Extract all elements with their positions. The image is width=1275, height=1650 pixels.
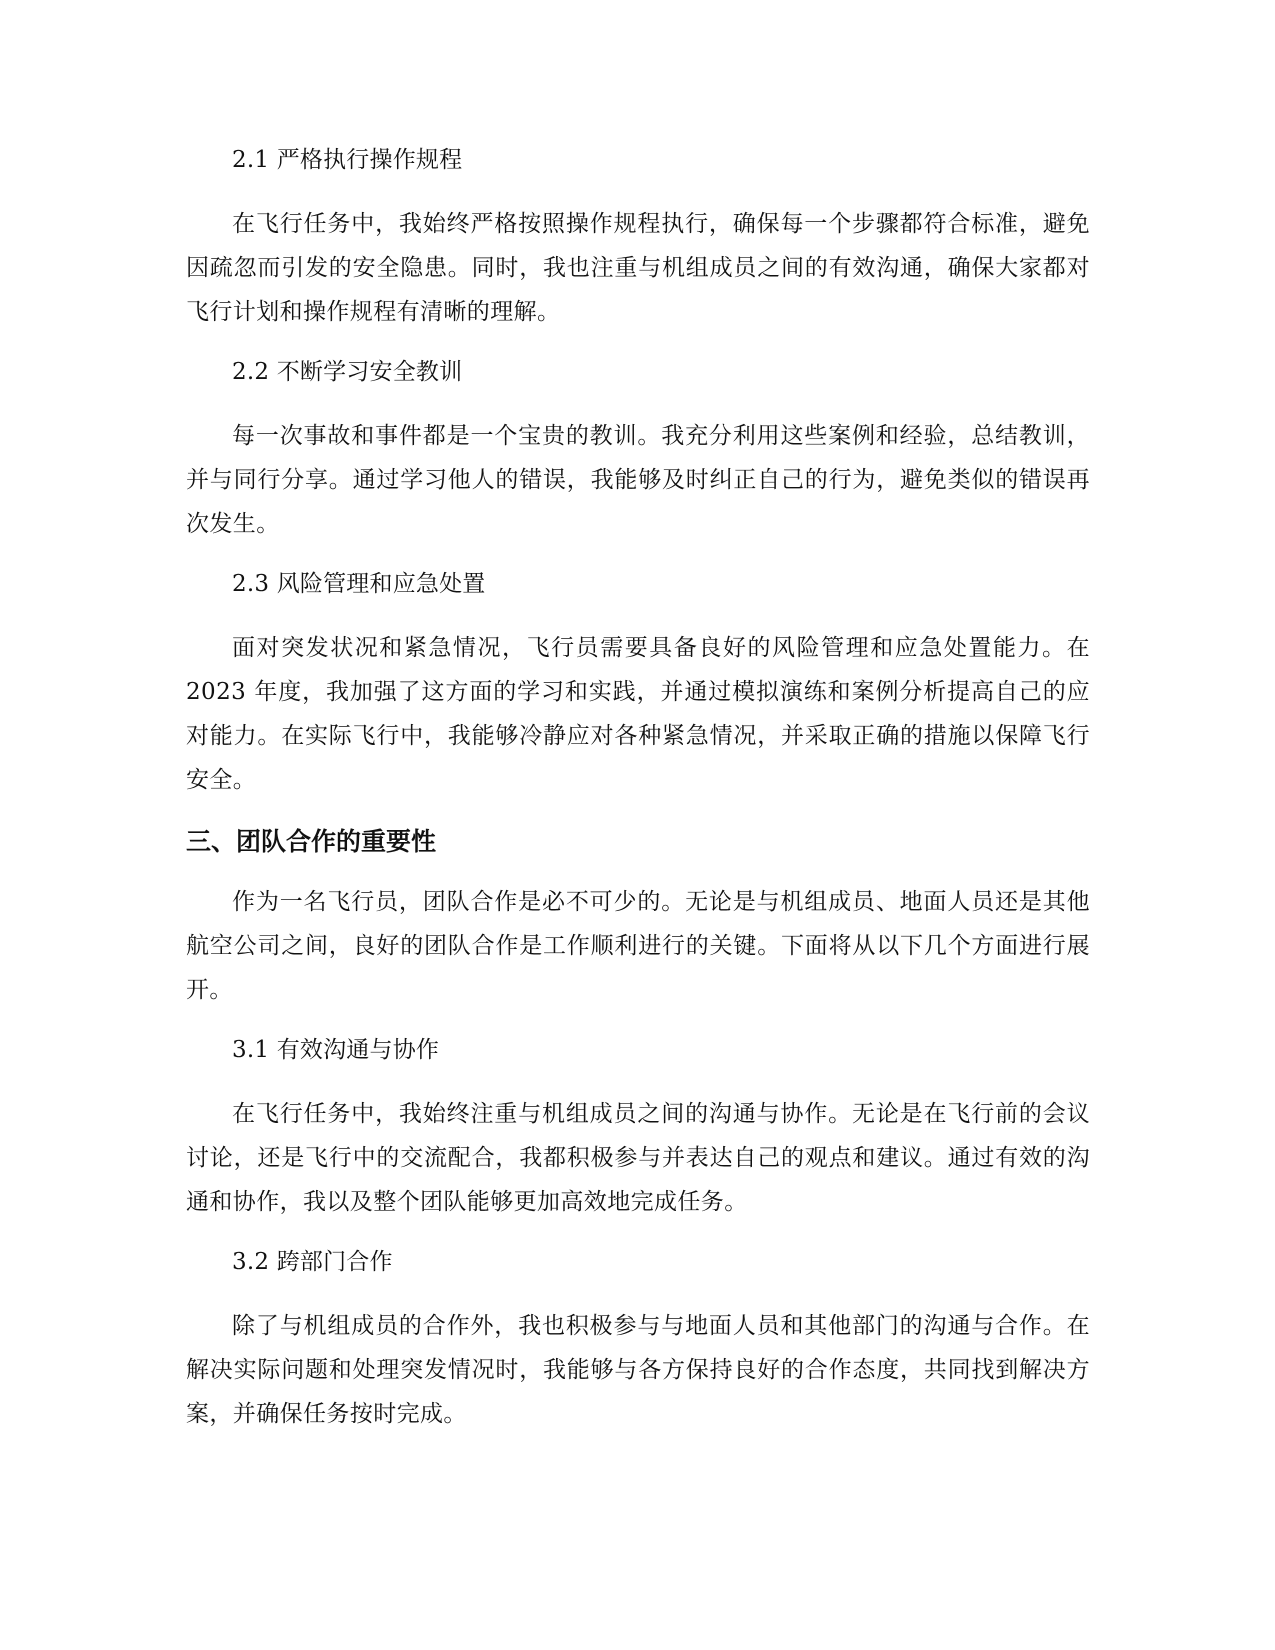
paragraph-3-2: 除了与机组成员的合作外，我也积极参与与地面人员和其他部门的沟通与合作。在解决实际问题和处理突发情况时，我能够与各方保持良好的合作态度，共同找到解决方案，并确保任务按时完成。 xyxy=(186,1313,1090,1427)
subheading-2-1: 2.1 严格执行操作规程 xyxy=(232,147,463,173)
subheading-3-1: 3.1 有效沟通与协作 xyxy=(232,1037,440,1063)
section-heading-3: 三、团队合作的重要性 xyxy=(186,827,437,856)
subheading-2-3: 2.3 风险管理和应急处置 xyxy=(232,571,486,597)
paragraph-3-intro: 作为一名飞行员，团队合作是必不可少的。无论是与机组成员、地面人员还是其他航空公司之间，良好的团队合作是工作顺利进行的关键。下面将从以下几个方面进行展开。 xyxy=(186,889,1090,1003)
paragraph-2-1: 在飞行任务中，我始终严格按照操作规程执行，确保每一个步骤都符合标准，避免因疏忽而引发的安全隐患。同时，我也注重与机组成员之间的有效沟通，确保大家都对飞行计划和操作规程有清晰的理解。 xyxy=(186,211,1090,325)
paragraph-3-1: 在飞行任务中，我始终注重与机组成员之间的沟通与协作。无论是在飞行前的会议讨论，还是飞行中的交流配合，我都积极参与并表达自己的观点和建议。通过有效的沟通和协作，我以及整个团队能够更加高效地完成任务。 xyxy=(186,1101,1090,1215)
subheading-3-2: 3.2 跨部门合作 xyxy=(232,1249,393,1275)
paragraph-2-3: 面对突发状况和紧急情况，飞行员需要具备良好的风险管理和应急处置能力。在 2023 年度，我加强了这方面的学习和实践，并通过模拟演练和案例分析提高自己的应对能力。在实际飞行中，我能够冷静应对各种紧急情况，并采取正确的措施以保障飞行安全。 xyxy=(186,635,1090,793)
paragraph-2-2: 每一次事故和事件都是一个宝贵的教训。我充分利用这些案例和经验，总结教训，并与同行分享。通过学习他人的错误，我能够及时纠正自己的行为，避免类似的错误再次发生。 xyxy=(186,423,1090,537)
document-body xyxy=(186,140,1090,1454)
subheading-2-2: 2.2 不断学习安全教训 xyxy=(232,359,463,385)
